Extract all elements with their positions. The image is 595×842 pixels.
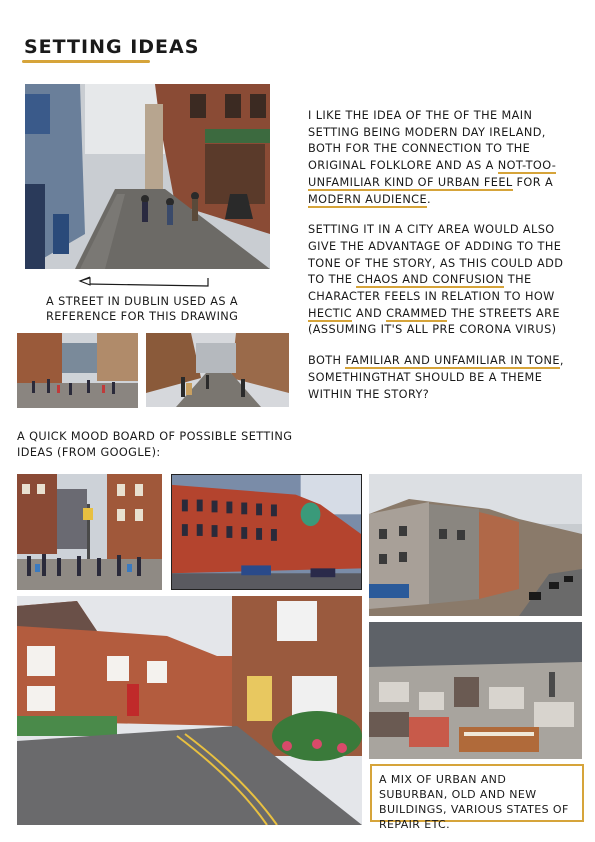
title-underline	[22, 60, 150, 63]
street-photo-small-1	[17, 333, 138, 408]
mood-photo-street-hill	[369, 474, 582, 616]
dublin-street-photo	[25, 84, 270, 269]
intro-paragraph-2: SETTING IT IN A CITY AREA WOULD ALSO GIVE THE ADVANTAGE OF ADDING TO THE TONE OF THE STORY, AS THIS COULD ADD TO THE CHAOS AND CONFUSION THE CHARACTER FEELS IN RELATION TO HOW HECTIC AND CRAMMED THE STREETS ARE (ASSUMING IT'S ALL PRE CORONA VIRUS)	[308, 223, 564, 337]
intro-text	[308, 108, 583, 417]
mood-board-caption: A QUICK MOOD BOARD OF POSSIBLE SETTING IDEAS (FROM GOOGLE):	[17, 430, 293, 459]
intro-paragraph-3: BOTH FAMILIAR AND UNFAMILIAR IN TONE, SOMETHINGTHAT SHOULD BE A THEME WITHIN THE STORY?	[308, 354, 564, 401]
arrow-left-icon	[76, 275, 214, 289]
dublin-caption: A STREET IN DUBLIN USED AS A REFERENCE FOR THIS DRAWING	[46, 295, 239, 323]
mix-note-box	[370, 764, 584, 831]
mood-photo-rooftops	[369, 622, 582, 759]
mood-photo-brick-cottages	[17, 596, 362, 825]
mood-photo-georgian-terrace	[171, 474, 362, 590]
mix-note-text: A MIX OF URBAN AND SUBURBAN, OLD AND NEW BUILDINGS, VARIOUS STATES OF REPAIR ETC.	[379, 773, 569, 831]
mood-photo-busy-street	[17, 474, 162, 590]
page-title: SETTING IDEAS	[24, 36, 200, 58]
street-photo-small-2	[146, 333, 289, 407]
intro-paragraph-1: I LIKE THE IDEA OF THE OF THE MAIN SETTING BEING MODERN DAY IRELAND, BOTH FOR THE CONNECTION TO THE ORIGINAL FOLKLORE AND AS A NOT-TOO-UNFAMILIAR KIND OF URBAN FEEL FOR A MODERN AUDIENCE.	[308, 109, 557, 206]
